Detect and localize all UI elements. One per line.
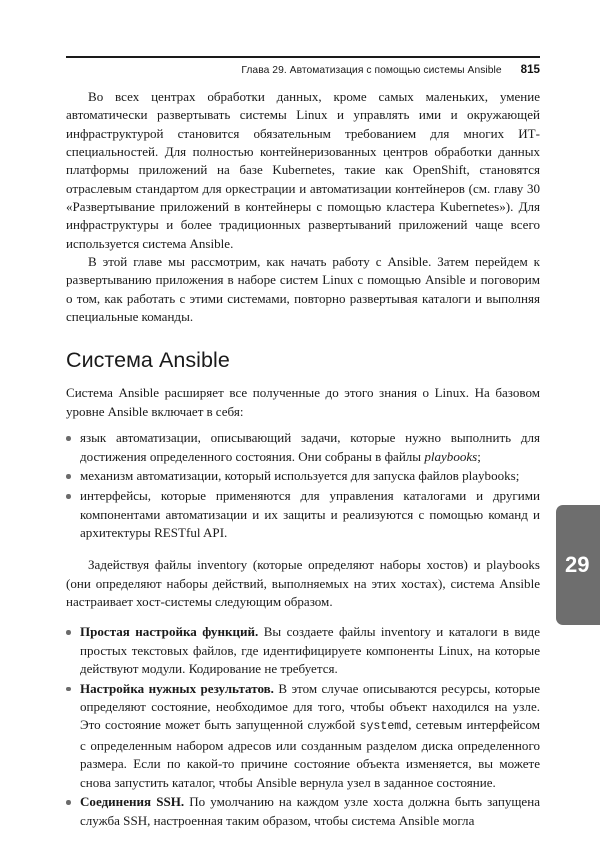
spacer-before-inventory <box>66 542 540 556</box>
section-heading: Система Ansible <box>66 348 230 373</box>
bullet-text: интерфейсы, которые применяются для управления каталогами и другими компонентами автоматизации и их защиты и реализуются с помощью команд и архитектуры RESTful API. <box>80 488 540 540</box>
feature-text: В этом случае описываются ресурсы, которые определяют состояние, необходимое для того, чтобы объект находился на узле. Это состояние может быть запущенной службой <box>80 680 540 733</box>
chapter-tab-number: 29 <box>565 552 590 577</box>
spacer-before-feature-bullets <box>66 611 540 623</box>
page-number: 815 <box>520 62 540 76</box>
capability-bullet-list <box>66 429 540 542</box>
chapter-thumb-tab <box>556 505 600 625</box>
bullet-dot-icon <box>66 494 71 499</box>
page-header <box>66 56 540 76</box>
feature-bullet-list <box>66 623 540 830</box>
feature-lead-in: Простая настройка функций. <box>80 624 259 640</box>
list-item <box>66 429 540 466</box>
bullet-dot-icon <box>66 436 71 441</box>
bullet-dot-icon <box>66 630 71 635</box>
intro-paragraph-1: Во всех центрах обработки данных, кроме самых маленьких, умение автоматически развертывать системы Linux и управлять ими и окружающей инфраструктурой становится обязательным требованием для многих ИТ-специальностей. Для полностью контейнеризованных центров обработки данных платформы приложений на базе Kubernetes, такие как OpenShift, становятся отраслевым стандартом для оркестрации и автоматизации контейнеров (см. главу 30 «Развертывание приложений в контейнеры с помощью кластера Kubernetes»). Для инфраструктуры и более традиционных развертываний приложений чаще всего используется система Ansible. <box>66 89 540 251</box>
list-item <box>66 487 540 542</box>
bullet-italic-term: playbooks <box>424 448 478 464</box>
feature-text: Вы создаете файлы inventory и каталоги в виде простых текстовых файлов, где идентифицируете компоненты Linux, на которые действуют модули. Кодирование не требуется. <box>80 624 540 676</box>
spacer-after-heading <box>66 372 540 384</box>
list-item <box>66 680 540 792</box>
header-line <box>66 58 540 76</box>
list-item <box>66 793 540 830</box>
spacer-before-heading <box>66 326 540 348</box>
section-intro-paragraph: Система Ansible расширяет все полученные до этого знания о Linux. На базовом уровне Ansible включает в себя: <box>66 385 540 419</box>
list-item <box>66 467 540 485</box>
list-item <box>66 623 540 678</box>
page-content <box>66 88 540 830</box>
running-head-title: Глава 29. Автоматизация с помощью системы Ansible <box>241 64 502 76</box>
spacer-before-bullets <box>66 421 540 429</box>
feature-text-tail: , сетевым интерфейсом с определенным набором адресов или созданным разделом диска определенного размера. Если по какой-то причине состояние объекта изменяется, вы можете снова запустить каталог, чтобы Ansible вернула узел в заданное состояние. <box>80 717 540 790</box>
bullet-text: язык автоматизации, описывающий задачи, которые нужно выполнить для достижения определенного состояния. Они собраны в файлы <box>80 430 540 464</box>
intro-paragraph-2: В этой главе мы рассмотрим, как начать работу с Ansible. Затем перейдем к развертыванию приложения в наборе систем Linux с помощью Ansible и поговорим о том, как работать с этими системами, повторно развертывая каталоги и выполняя специальные команды. <box>66 254 540 325</box>
inventory-paragraph: Задействуя файлы inventory (которые определяют наборы хостов) и playbooks (они определяют наборы действий, выполняемых на этих хостах), система Ansible настраивает хост-системы следующим образом. <box>66 557 540 609</box>
bullet-dot-icon <box>66 800 71 805</box>
bullet-dot-icon <box>66 687 71 692</box>
feature-code-term: systemd <box>359 720 409 734</box>
feature-lead-in: Настройка нужных результатов. <box>80 680 274 696</box>
feature-text: По умолчанию на каждом узле хоста должна быть запущена служба SSH, настроенная таким образом, чтобы система Ansible могла <box>80 794 540 828</box>
feature-lead-in: Соединения SSH. <box>80 794 185 810</box>
bullet-text-tail: ; <box>477 448 481 464</box>
bullet-dot-icon <box>66 474 71 479</box>
bullet-text: механизм автоматизации, который используется для запуска файлов playbooks; <box>80 468 520 484</box>
